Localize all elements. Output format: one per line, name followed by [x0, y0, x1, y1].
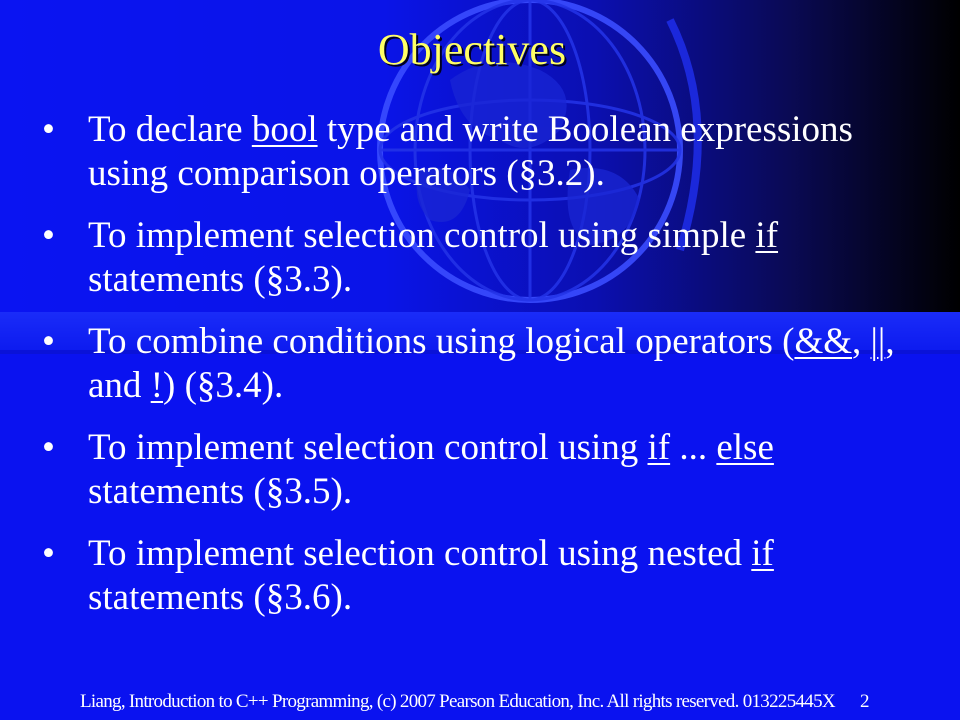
bullet-text	[88, 320, 922, 408]
text-span: statements (§3.5).	[88, 471, 353, 512]
code-keyword: if	[647, 427, 671, 468]
text-span: type and write Boolean expressions using comparison operators (§3.2).	[88, 109, 853, 194]
list-item	[42, 108, 922, 196]
text-span: ) (§3.4).	[163, 365, 284, 406]
code-keyword: else	[716, 427, 774, 468]
list-item	[42, 532, 922, 620]
bullet-icon: •	[42, 533, 55, 574]
text-span: statements (§3.6).	[88, 577, 353, 618]
code-keyword: &&	[794, 321, 852, 362]
bullet-text	[88, 214, 922, 302]
text-span: To implement selection control using	[88, 427, 648, 468]
code-keyword: bool	[251, 109, 318, 150]
text-span: , and	[88, 321, 895, 406]
text-span: ...	[670, 427, 717, 468]
list-item	[42, 320, 922, 408]
page-number: 2	[860, 691, 870, 712]
code-keyword: !	[150, 365, 164, 406]
code-keyword: if	[751, 533, 774, 574]
text-span: To combine conditions using logical operators (	[88, 321, 795, 362]
text-span: To implement selection control using simple	[88, 215, 756, 256]
bullet-icon: •	[42, 215, 55, 256]
bullet-text	[88, 532, 922, 620]
bullet-text	[88, 108, 922, 196]
text-span: To implement selection control using nested	[88, 533, 752, 574]
code-keyword: if	[755, 215, 779, 256]
text-span: ,	[852, 321, 871, 362]
bullet-text	[88, 426, 922, 514]
list-item	[42, 214, 922, 302]
slide-title: Objectives	[377, 25, 567, 74]
footer-copyright: Liang, Introduction to C++ Programming, (c) 2007 Pearson Education, Inc. All rights reserved. 013225445X	[80, 691, 835, 712]
code-keyword: ||	[870, 321, 886, 362]
bullet-icon: •	[42, 109, 55, 150]
text-span: To declare	[88, 109, 252, 150]
objectives-list	[42, 108, 922, 638]
footer	[0, 684, 960, 720]
text-span: statements (§3.3).	[88, 259, 353, 300]
bullet-icon: •	[42, 427, 55, 468]
list-item	[42, 426, 922, 514]
bullet-icon: •	[42, 321, 55, 362]
